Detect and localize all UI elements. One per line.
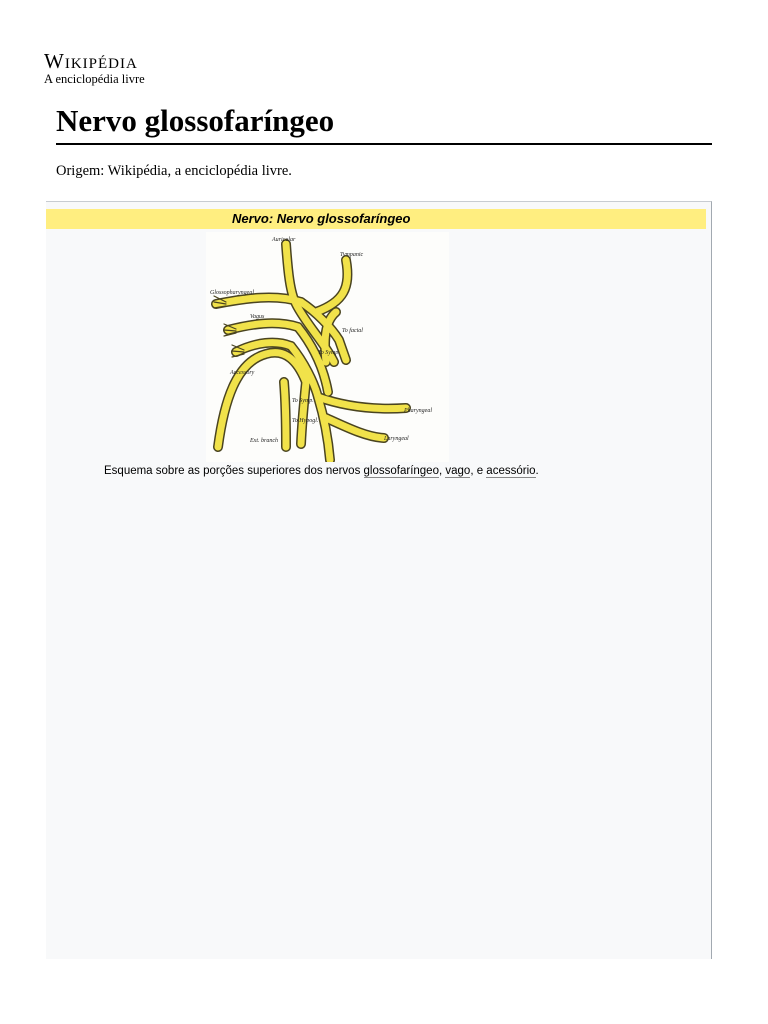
caption-text: Esquema sobre as porções superiores dos nervos xyxy=(104,465,364,477)
label-pharyngeal: Pharyngeal xyxy=(404,408,432,414)
page-title: Nervo glossofaríngeo xyxy=(56,102,712,145)
link-acessorio[interactable]: acessório xyxy=(486,465,536,477)
label-tympanic: Tympanic xyxy=(340,252,364,258)
caption-separator: , e xyxy=(470,465,487,477)
label-vagus: Vagus xyxy=(250,314,265,320)
label-accessory: Accessory xyxy=(230,370,255,376)
label-ext-branch: Ext. branch xyxy=(250,438,278,444)
origin-note: Origem: Wikipédia, a enciclopédia livre. xyxy=(56,163,292,179)
link-glossofaringeo[interactable]: glossofaríngeo xyxy=(363,465,439,477)
link-vago[interactable]: vago xyxy=(445,465,471,477)
infobox xyxy=(46,201,712,959)
caption-end: . xyxy=(535,465,539,477)
label-auricular: Auricular xyxy=(272,237,296,243)
wikipedia-logo[interactable] xyxy=(44,50,145,86)
logo-wordmark: Wikipédia xyxy=(44,49,138,73)
label-to-symp-2: To Symp. xyxy=(292,398,314,404)
label-to-facial: To facial xyxy=(342,328,363,334)
caption-separator: , xyxy=(438,465,446,477)
nerve-diagram-image[interactable] xyxy=(206,232,449,462)
infobox-header-text: Nervo: Nervo glossofaríngeo xyxy=(232,211,411,226)
label-to-hypogl: To Hypogl. xyxy=(292,418,319,424)
label-glossopharyngeal: Glossopharyngeal xyxy=(210,290,254,296)
label-to-symp: To Symp. xyxy=(318,350,340,356)
infobox-header xyxy=(46,209,706,229)
logo-tagline: A enciclopédia livre xyxy=(44,72,145,86)
label-laryngeal: Laryngeal xyxy=(384,436,409,442)
image-caption xyxy=(104,465,539,477)
